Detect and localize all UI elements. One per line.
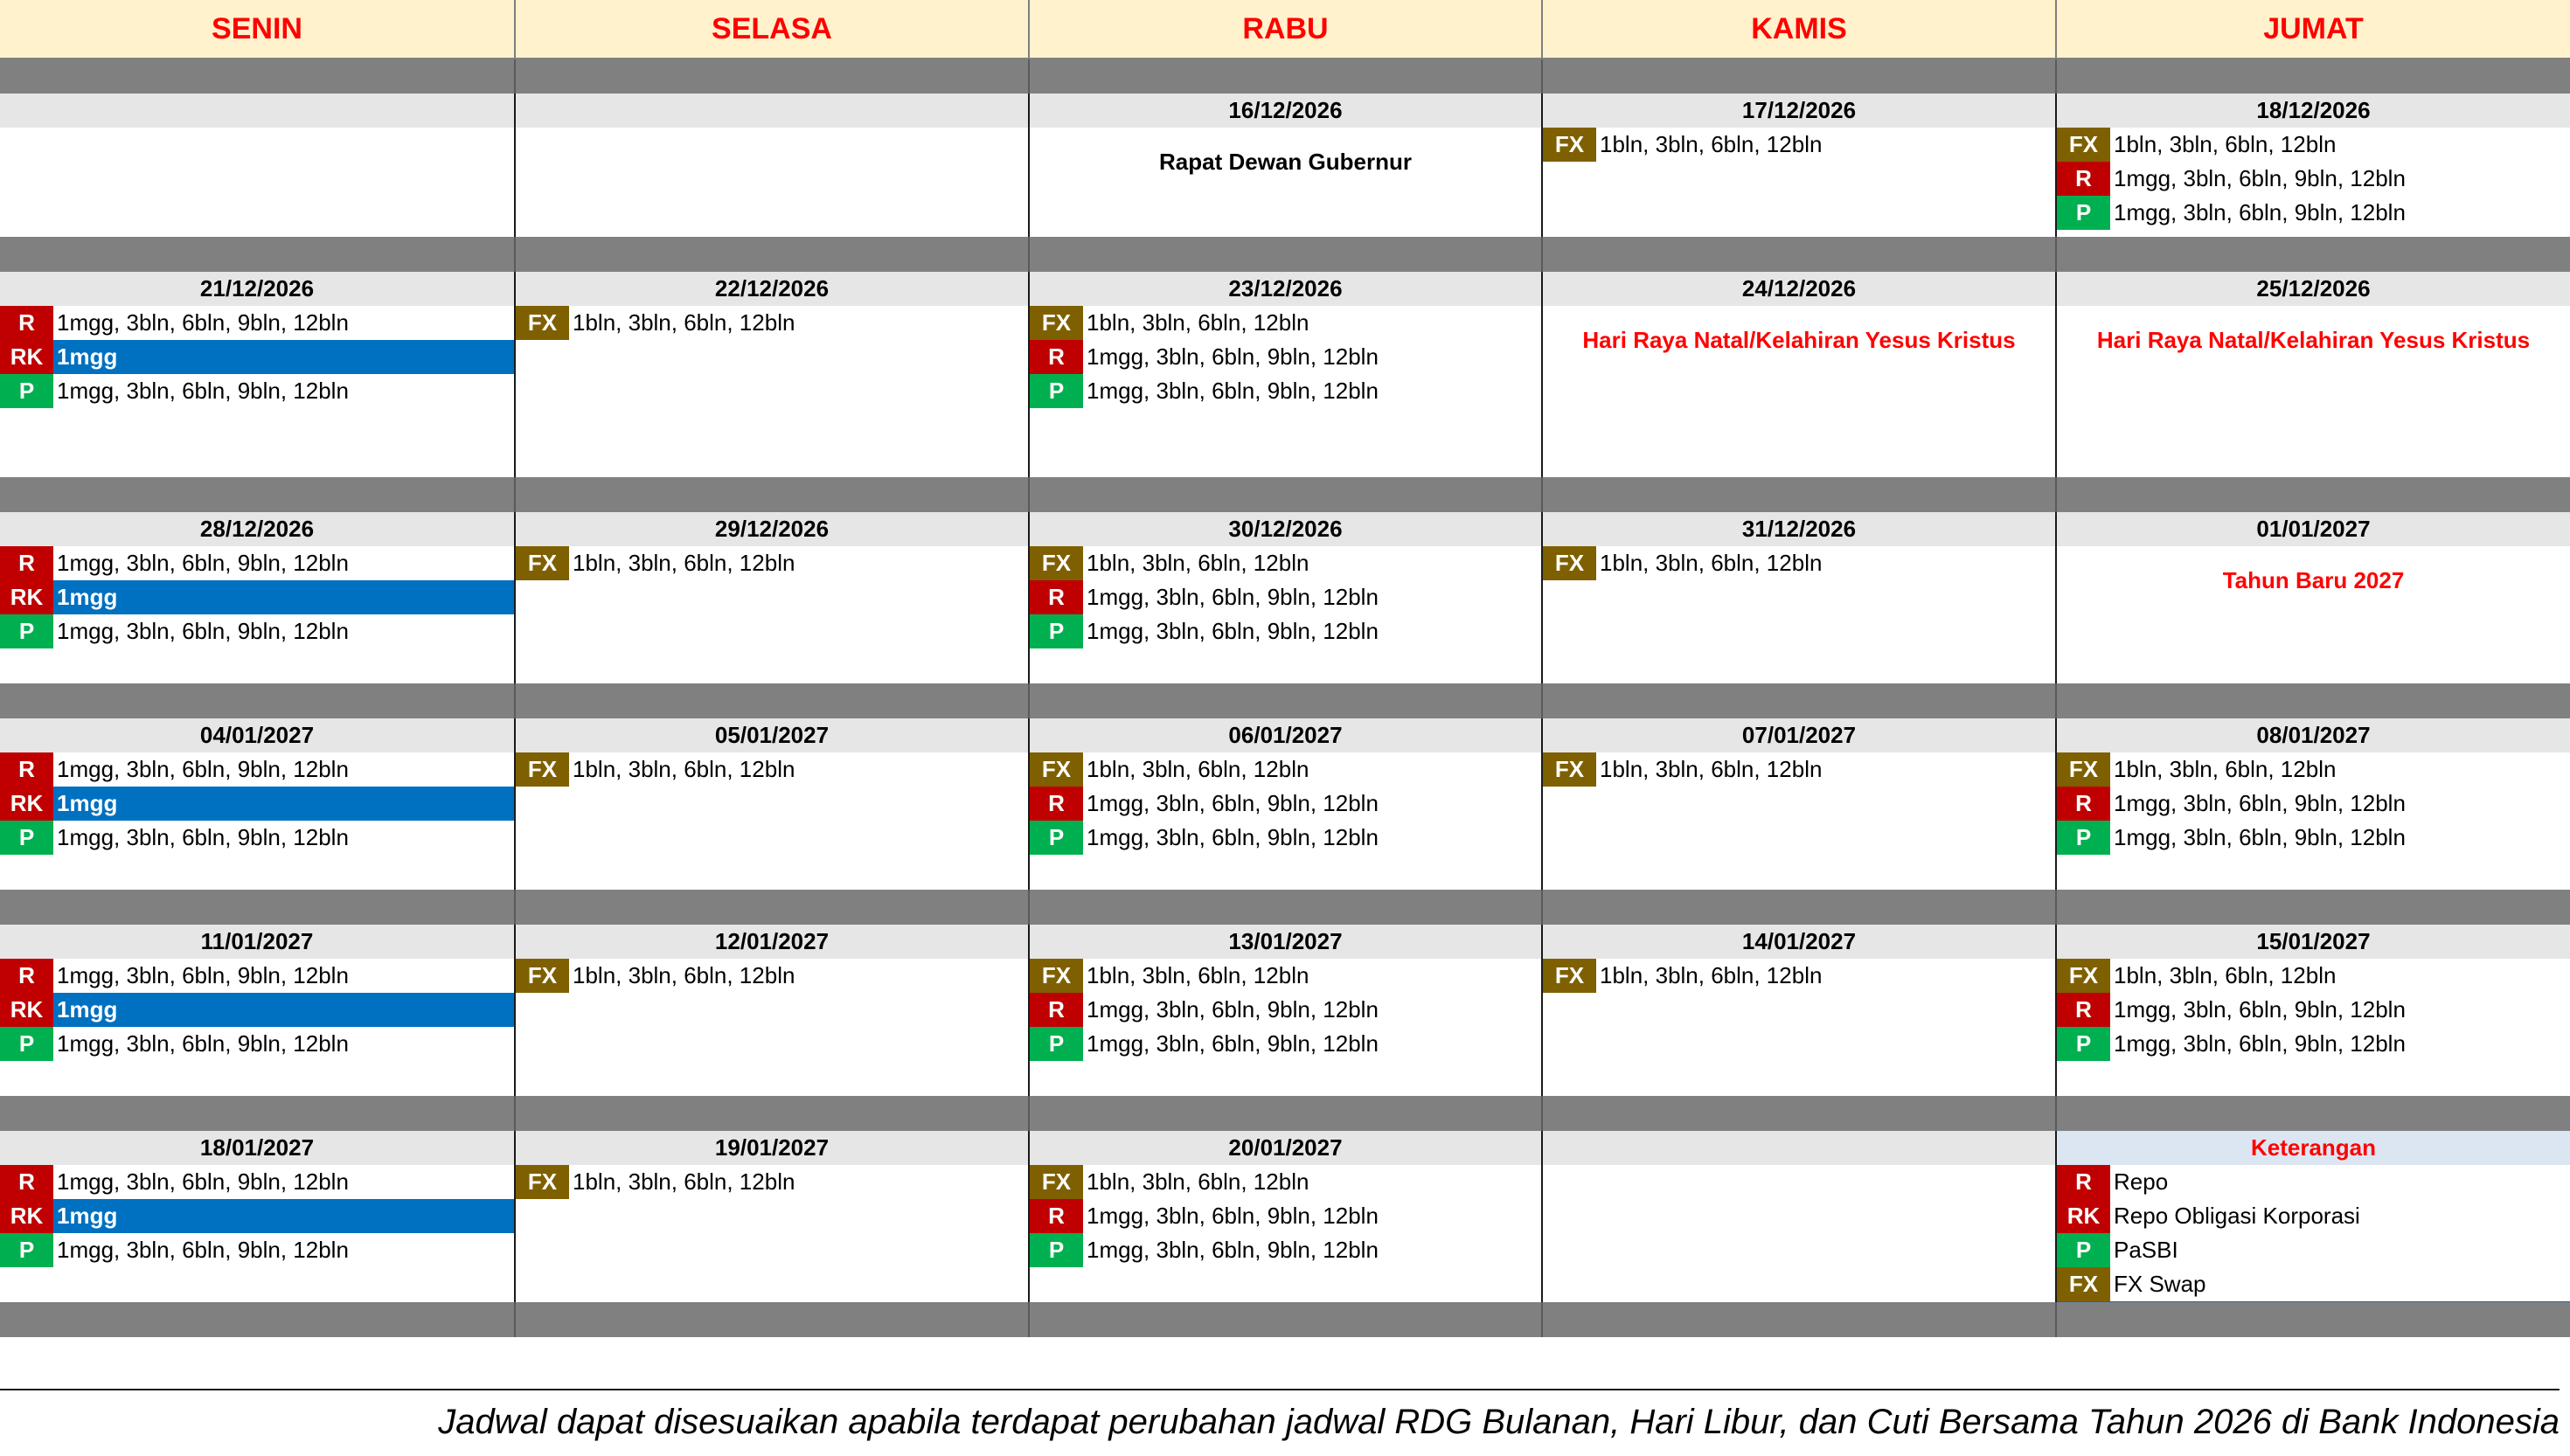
day-cell <box>2055 1131 2570 1302</box>
day-cell <box>1541 1131 2055 1302</box>
day-cell <box>514 512 1028 683</box>
day-date: 18/01/2027 <box>0 1131 514 1165</box>
week-separator <box>2055 477 2570 512</box>
week-separator <box>514 683 1028 718</box>
day-cell <box>2055 94 2570 237</box>
auction-tag-p: P <box>0 821 53 855</box>
day-header-rabu: RABU <box>1028 0 1541 59</box>
auction-tenors: 1mgg, 3bln, 6bln, 9bln, 12bln <box>57 1030 349 1057</box>
auction-tenors: 1mgg, 3bln, 6bln, 9bln, 12bln <box>57 756 349 782</box>
day-date: 01/01/2027 <box>2057 512 2570 546</box>
day-date: 19/01/2027 <box>516 1131 1028 1165</box>
day-cell <box>2055 925 2570 1096</box>
auction-row-r <box>2057 993 2570 1027</box>
day-date: 18/12/2026 <box>2057 94 2570 128</box>
auction-tenors: 1mgg, 3bln, 6bln, 9bln, 12bln <box>1087 378 1379 404</box>
legend-item <box>2057 1165 2570 1199</box>
week-separator <box>1028 1302 1541 1337</box>
auction-row-r <box>0 306 514 340</box>
auction-tag-r: R <box>0 752 53 787</box>
day-cell <box>1541 512 2055 683</box>
auction-row-fx <box>516 546 1028 580</box>
auction-tag-p: P <box>0 1233 53 1267</box>
auction-row-p <box>1030 1233 1541 1267</box>
auction-tenors: 1mgg, 3bln, 6bln, 9bln, 12bln <box>2114 996 2406 1023</box>
auction-tag-fx: FX <box>1030 959 1083 993</box>
legend-title: Keterangan <box>2057 1131 2570 1165</box>
day-date: 06/01/2027 <box>1030 718 1541 752</box>
day-date: 07/01/2027 <box>1543 718 2055 752</box>
day-date-empty <box>0 94 514 128</box>
auction-tenors: 1mgg, 3bln, 6bln, 9bln, 12bln <box>57 550 349 576</box>
legend-tag-p: P <box>2057 1233 2110 1267</box>
auction-tenors: 1mgg, 3bln, 6bln, 9bln, 12bln <box>2114 165 2406 191</box>
auction-row-fx <box>516 1165 1028 1199</box>
auction-tenors: 1mgg, 3bln, 6bln, 9bln, 12bln <box>2114 790 2406 816</box>
auction-tag-fx: FX <box>516 1165 569 1199</box>
auction-tenors: 1bln, 3bln, 6bln, 12bln <box>573 550 795 576</box>
week-separator <box>514 890 1028 925</box>
auction-row-fx <box>516 959 1028 993</box>
auction-tag-fx: FX <box>1543 128 1596 162</box>
day-date-empty <box>516 94 1028 128</box>
auction-tag-rk: RK <box>0 787 53 821</box>
day-cell <box>0 272 514 477</box>
auction-row-r <box>0 959 514 993</box>
auction-tag-rk: RK <box>0 993 53 1027</box>
auction-tenors: 1bln, 3bln, 6bln, 12bln <box>573 962 795 988</box>
legend-label: Repo <box>2114 1168 2169 1195</box>
week-separator <box>2055 59 2570 94</box>
auction-tag-r: R <box>1030 580 1083 614</box>
auction-tenors: 1mgg, 3bln, 6bln, 9bln, 12bln <box>57 1237 349 1263</box>
day-date: 17/12/2026 <box>1543 94 2055 128</box>
week-separator <box>1028 59 1541 94</box>
day-cell <box>0 925 514 1096</box>
day-cell <box>1028 925 1541 1096</box>
auction-tenors: 1mgg, 3bln, 6bln, 9bln, 12bln <box>1087 584 1379 610</box>
auction-tenors: 1mgg, 3bln, 6bln, 9bln, 12bln <box>1087 1203 1379 1229</box>
week-separator <box>514 1302 1028 1337</box>
legend-item <box>2057 1267 2570 1301</box>
auction-tenors: 1bln, 3bln, 6bln, 12bln <box>1600 756 1823 782</box>
week-separator <box>1028 683 1541 718</box>
day-cell <box>1541 272 2055 477</box>
day-date: 14/01/2027 <box>1543 925 2055 959</box>
auction-tag-p: P <box>2057 821 2110 855</box>
day-cell <box>0 94 514 237</box>
day-date: 05/01/2027 <box>516 718 1028 752</box>
auction-tenors: 1bln, 3bln, 6bln, 12bln <box>1600 962 1823 988</box>
auction-row-p <box>1030 374 1541 408</box>
auction-row-rk <box>0 340 514 374</box>
legend-item <box>2057 1199 2570 1233</box>
week-separator <box>514 1096 1028 1131</box>
auction-tag-p: P <box>1030 1027 1083 1061</box>
week-separator <box>1541 237 2055 272</box>
week-separator <box>1028 890 1541 925</box>
auction-tenors: 1mgg, 3bln, 6bln, 9bln, 12bln <box>57 1168 349 1195</box>
day-date: 29/12/2026 <box>516 512 1028 546</box>
auction-tenors: 1mgg, 3bln, 6bln, 9bln, 12bln <box>57 618 349 644</box>
auction-row-r <box>0 1165 514 1199</box>
legend-label: FX Swap <box>2114 1271 2206 1297</box>
auction-tag-rk: RK <box>0 340 53 374</box>
auction-row-rk <box>0 1199 514 1233</box>
day-event: Tahun Baru 2027 <box>2222 566 2405 593</box>
auction-tag-fx: FX <box>516 306 569 340</box>
auction-tag-p: P <box>1030 1233 1083 1267</box>
auction-row-r <box>1030 787 1541 821</box>
auction-row-p <box>0 374 514 408</box>
auction-row-p <box>1030 821 1541 855</box>
day-cell <box>1028 718 1541 890</box>
auction-row-r <box>1030 580 1541 614</box>
day-cell <box>1028 272 1541 477</box>
auction-row-fx <box>1030 959 1541 993</box>
day-date: 30/12/2026 <box>1030 512 1541 546</box>
auction-tenors: 1mgg, 3bln, 6bln, 9bln, 12bln <box>1087 790 1379 816</box>
auction-tenors: 1mgg, 3bln, 6bln, 9bln, 12bln <box>57 378 349 404</box>
auction-tag-fx: FX <box>2057 959 2110 993</box>
day-cell <box>1028 512 1541 683</box>
week-separator <box>2055 890 2570 925</box>
week-separator <box>1541 1096 2055 1131</box>
auction-tag-fx: FX <box>1030 752 1083 787</box>
auction-row-r <box>1030 340 1541 374</box>
day-cell <box>1541 94 2055 237</box>
auction-row-p <box>0 821 514 855</box>
auction-row-rk <box>0 580 514 614</box>
week-separator <box>514 477 1028 512</box>
auction-tag-r: R <box>1030 1199 1083 1233</box>
week-separator <box>514 237 1028 272</box>
auction-row-r <box>1030 993 1541 1027</box>
auction-row-p <box>2057 821 2570 855</box>
auction-tag-fx: FX <box>516 752 569 787</box>
week-separator <box>0 683 514 718</box>
auction-tag-p: P <box>1030 614 1083 648</box>
auction-tenors: 1mgg, 3bln, 6bln, 9bln, 12bln <box>2114 824 2406 850</box>
legend-tag-rk: RK <box>2057 1199 2110 1233</box>
week-separator <box>2055 683 2570 718</box>
auction-tag-r: R <box>0 1165 53 1199</box>
auction-tenors: 1bln, 3bln, 6bln, 12bln <box>573 1168 795 1195</box>
day-date: 13/01/2027 <box>1030 925 1541 959</box>
auction-row-fx <box>2057 752 2570 787</box>
day-date: 23/12/2026 <box>1030 272 1541 306</box>
auction-tenors: 1mgg <box>57 584 118 610</box>
day-date: 25/12/2026 <box>2057 272 2570 306</box>
auction-row-p <box>0 1233 514 1267</box>
auction-tenors: 1mgg, 3bln, 6bln, 9bln, 12bln <box>57 824 349 850</box>
auction-row-r <box>1030 1199 1541 1233</box>
day-date: 24/12/2026 <box>1543 272 2055 306</box>
day-date: 21/12/2026 <box>0 272 514 306</box>
auction-tag-r: R <box>1030 787 1083 821</box>
auction-row-fx <box>1030 306 1541 340</box>
auction-tag-fx: FX <box>1543 752 1596 787</box>
auction-tenors: 1mgg, 3bln, 6bln, 9bln, 12bln <box>57 309 349 336</box>
day-cell <box>514 272 1028 477</box>
auction-tenors: 1bln, 3bln, 6bln, 12bln <box>1087 1168 1309 1195</box>
auction-tag-r: R <box>2057 787 2110 821</box>
day-date: 16/12/2026 <box>1030 94 1541 128</box>
auction-tenors: 1bln, 3bln, 6bln, 12bln <box>573 309 795 336</box>
day-cell <box>1541 718 2055 890</box>
auction-tenors: 1mgg, 3bln, 6bln, 9bln, 12bln <box>57 962 349 988</box>
week-separator <box>1541 477 2055 512</box>
day-date-empty <box>1543 1131 2055 1165</box>
auction-row-fx <box>1030 752 1541 787</box>
auction-row-rk <box>0 787 514 821</box>
auction-row-r <box>2057 787 2570 821</box>
auction-tenors: 1bln, 3bln, 6bln, 12bln <box>1087 550 1309 576</box>
day-cell <box>1028 1131 1541 1302</box>
auction-tenors: 1mgg <box>57 790 118 816</box>
auction-row-fx <box>1543 128 2055 162</box>
auction-tag-r: R <box>2057 993 2110 1027</box>
auction-tag-fx: FX <box>1030 1165 1083 1199</box>
auction-tenors: 1mgg, 3bln, 6bln, 9bln, 12bln <box>1087 618 1379 644</box>
week-separator <box>1028 237 1541 272</box>
auction-row-fx <box>1030 1165 1541 1199</box>
auction-tenors: 1mgg <box>57 343 118 370</box>
auction-tenors: 1bln, 3bln, 6bln, 12bln <box>1600 131 1823 157</box>
auction-row-r <box>0 752 514 787</box>
day-cell <box>514 925 1028 1096</box>
auction-tenors: 1bln, 3bln, 6bln, 12bln <box>573 756 795 782</box>
legend-label: PaSBI <box>2114 1237 2178 1263</box>
week-separator <box>2055 1096 2570 1131</box>
week-separator <box>0 59 514 94</box>
auction-tag-fx: FX <box>516 546 569 580</box>
auction-row-fx <box>516 306 1028 340</box>
day-date: 31/12/2026 <box>1543 512 2055 546</box>
week-separator <box>1541 59 2055 94</box>
legend-tag-fx: FX <box>2057 1267 2110 1301</box>
week-separator <box>0 477 514 512</box>
auction-tenors: 1mgg <box>57 1203 118 1229</box>
auction-tenors: 1mgg, 3bln, 6bln, 9bln, 12bln <box>1087 824 1379 850</box>
auction-tag-r: R <box>0 306 53 340</box>
auction-row-p <box>0 614 514 648</box>
week-separator <box>2055 1302 2570 1337</box>
auction-tag-r: R <box>2057 162 2110 196</box>
auction-row-fx <box>1543 959 2055 993</box>
auction-tenors: 1bln, 3bln, 6bln, 12bln <box>1087 756 1309 782</box>
auction-tag-p: P <box>1030 374 1083 408</box>
day-date: 04/01/2027 <box>0 718 514 752</box>
day-cell <box>2055 512 2570 683</box>
week-separator <box>514 59 1028 94</box>
week-separator <box>2055 237 2570 272</box>
auction-row-r <box>0 546 514 580</box>
auction-row-fx <box>2057 959 2570 993</box>
day-cell <box>2055 718 2570 890</box>
auction-tenors: 1bln, 3bln, 6bln, 12bln <box>1600 550 1823 576</box>
day-date: 11/01/2027 <box>0 925 514 959</box>
auction-tenors: 1mgg, 3bln, 6bln, 9bln, 12bln <box>1087 1237 1379 1263</box>
auction-tenors: 1mgg, 3bln, 6bln, 9bln, 12bln <box>1087 1030 1379 1057</box>
auction-tag-rk: RK <box>0 1199 53 1233</box>
day-cell <box>514 94 1028 237</box>
day-date: 12/01/2027 <box>516 925 1028 959</box>
day-cell <box>2055 272 2570 477</box>
auction-tenors: 1bln, 3bln, 6bln, 12bln <box>2114 756 2337 782</box>
auction-tenors: 1bln, 3bln, 6bln, 12bln <box>2114 962 2337 988</box>
auction-tag-r: R <box>0 546 53 580</box>
auction-tag-p: P <box>0 374 53 408</box>
auction-tag-r: R <box>0 959 53 993</box>
auction-tenors: 1mgg, 3bln, 6bln, 9bln, 12bln <box>1087 343 1379 370</box>
auction-tag-fx: FX <box>1543 959 1596 993</box>
auction-tenors: 1mgg, 3bln, 6bln, 9bln, 12bln <box>2114 1030 2406 1057</box>
footer-note: Jadwal dapat disesuaikan apabila terdapat perubahan jadwal RDG Bulanan, Hari Libur, dan Cuti Bersama Tahun 2026 di Bank Indonesia <box>0 1389 2560 1452</box>
day-header-selasa: SELASA <box>514 0 1028 59</box>
week-separator <box>0 1302 514 1337</box>
day-header-senin: SENIN <box>0 0 514 59</box>
auction-row-p <box>2057 1027 2570 1061</box>
auction-row-r <box>2057 162 2570 196</box>
day-cell <box>0 1131 514 1302</box>
day-header-kamis: KAMIS <box>1541 0 2055 59</box>
legend-tag-r: R <box>2057 1165 2110 1199</box>
week-separator <box>0 890 514 925</box>
day-date: 28/12/2026 <box>0 512 514 546</box>
auction-tenors: 1bln, 3bln, 6bln, 12bln <box>1087 962 1309 988</box>
auction-row-fx <box>2057 128 2570 162</box>
auction-tenors: 1bln, 3bln, 6bln, 12bln <box>1087 309 1309 336</box>
auction-row-p <box>2057 196 2570 230</box>
day-header-jumat: JUMAT <box>2055 0 2570 59</box>
auction-row-fx <box>1543 752 2055 787</box>
day-cell <box>1028 94 1541 237</box>
auction-tenors: 1mgg <box>57 996 118 1023</box>
day-cell <box>514 718 1028 890</box>
week-separator <box>1028 477 1541 512</box>
auction-row-rk <box>0 993 514 1027</box>
day-date: 22/12/2026 <box>516 272 1028 306</box>
legend-item <box>2057 1233 2570 1267</box>
auction-tenors: 1bln, 3bln, 6bln, 12bln <box>2114 131 2337 157</box>
day-cell <box>0 512 514 683</box>
auction-row-p <box>1030 614 1541 648</box>
auction-tag-p: P <box>1030 821 1083 855</box>
auction-tag-p: P <box>0 1027 53 1061</box>
week-separator <box>1028 1096 1541 1131</box>
week-separator <box>0 237 514 272</box>
auction-row-p <box>0 1027 514 1061</box>
day-date: 20/01/2027 <box>1030 1131 1541 1165</box>
day-cell <box>0 718 514 890</box>
auction-tag-p: P <box>2057 1027 2110 1061</box>
auction-tag-fx: FX <box>516 959 569 993</box>
legend-label: Repo Obligasi Korporasi <box>2114 1203 2360 1229</box>
auction-row-fx <box>1030 546 1541 580</box>
auction-tag-rk: RK <box>0 580 53 614</box>
day-event: Hari Raya Natal/Kelahiran Yesus Kristus <box>2096 326 2531 353</box>
auction-tag-p: P <box>0 614 53 648</box>
day-date: 08/01/2027 <box>2057 718 2570 752</box>
auction-tag-r: R <box>1030 993 1083 1027</box>
week-separator <box>1541 1302 2055 1337</box>
auction-row-fx <box>516 752 1028 787</box>
auction-row-p <box>1030 1027 1541 1061</box>
auction-tag-r: R <box>1030 340 1083 374</box>
day-date: 15/01/2027 <box>2057 925 2570 959</box>
auction-tenors: 1mgg, 3bln, 6bln, 9bln, 12bln <box>2114 199 2406 225</box>
auction-tag-fx: FX <box>2057 752 2110 787</box>
week-separator <box>1541 683 2055 718</box>
week-separator <box>0 1096 514 1131</box>
auction-tag-fx: FX <box>1543 546 1596 580</box>
day-event: Rapat Dewan Gubernur <box>1159 148 1412 175</box>
day-cell <box>1541 925 2055 1096</box>
auction-row-fx <box>1543 546 2055 580</box>
week-separator <box>1541 890 2055 925</box>
day-event: Hari Raya Natal/Kelahiran Yesus Kristus <box>1582 326 2016 353</box>
auction-tag-p: P <box>2057 196 2110 230</box>
auction-tag-fx: FX <box>2057 128 2110 162</box>
day-cell <box>514 1131 1028 1302</box>
auction-tenors: 1mgg, 3bln, 6bln, 9bln, 12bln <box>1087 996 1379 1023</box>
auction-tag-fx: FX <box>1030 306 1083 340</box>
auction-tag-fx: FX <box>1030 546 1083 580</box>
